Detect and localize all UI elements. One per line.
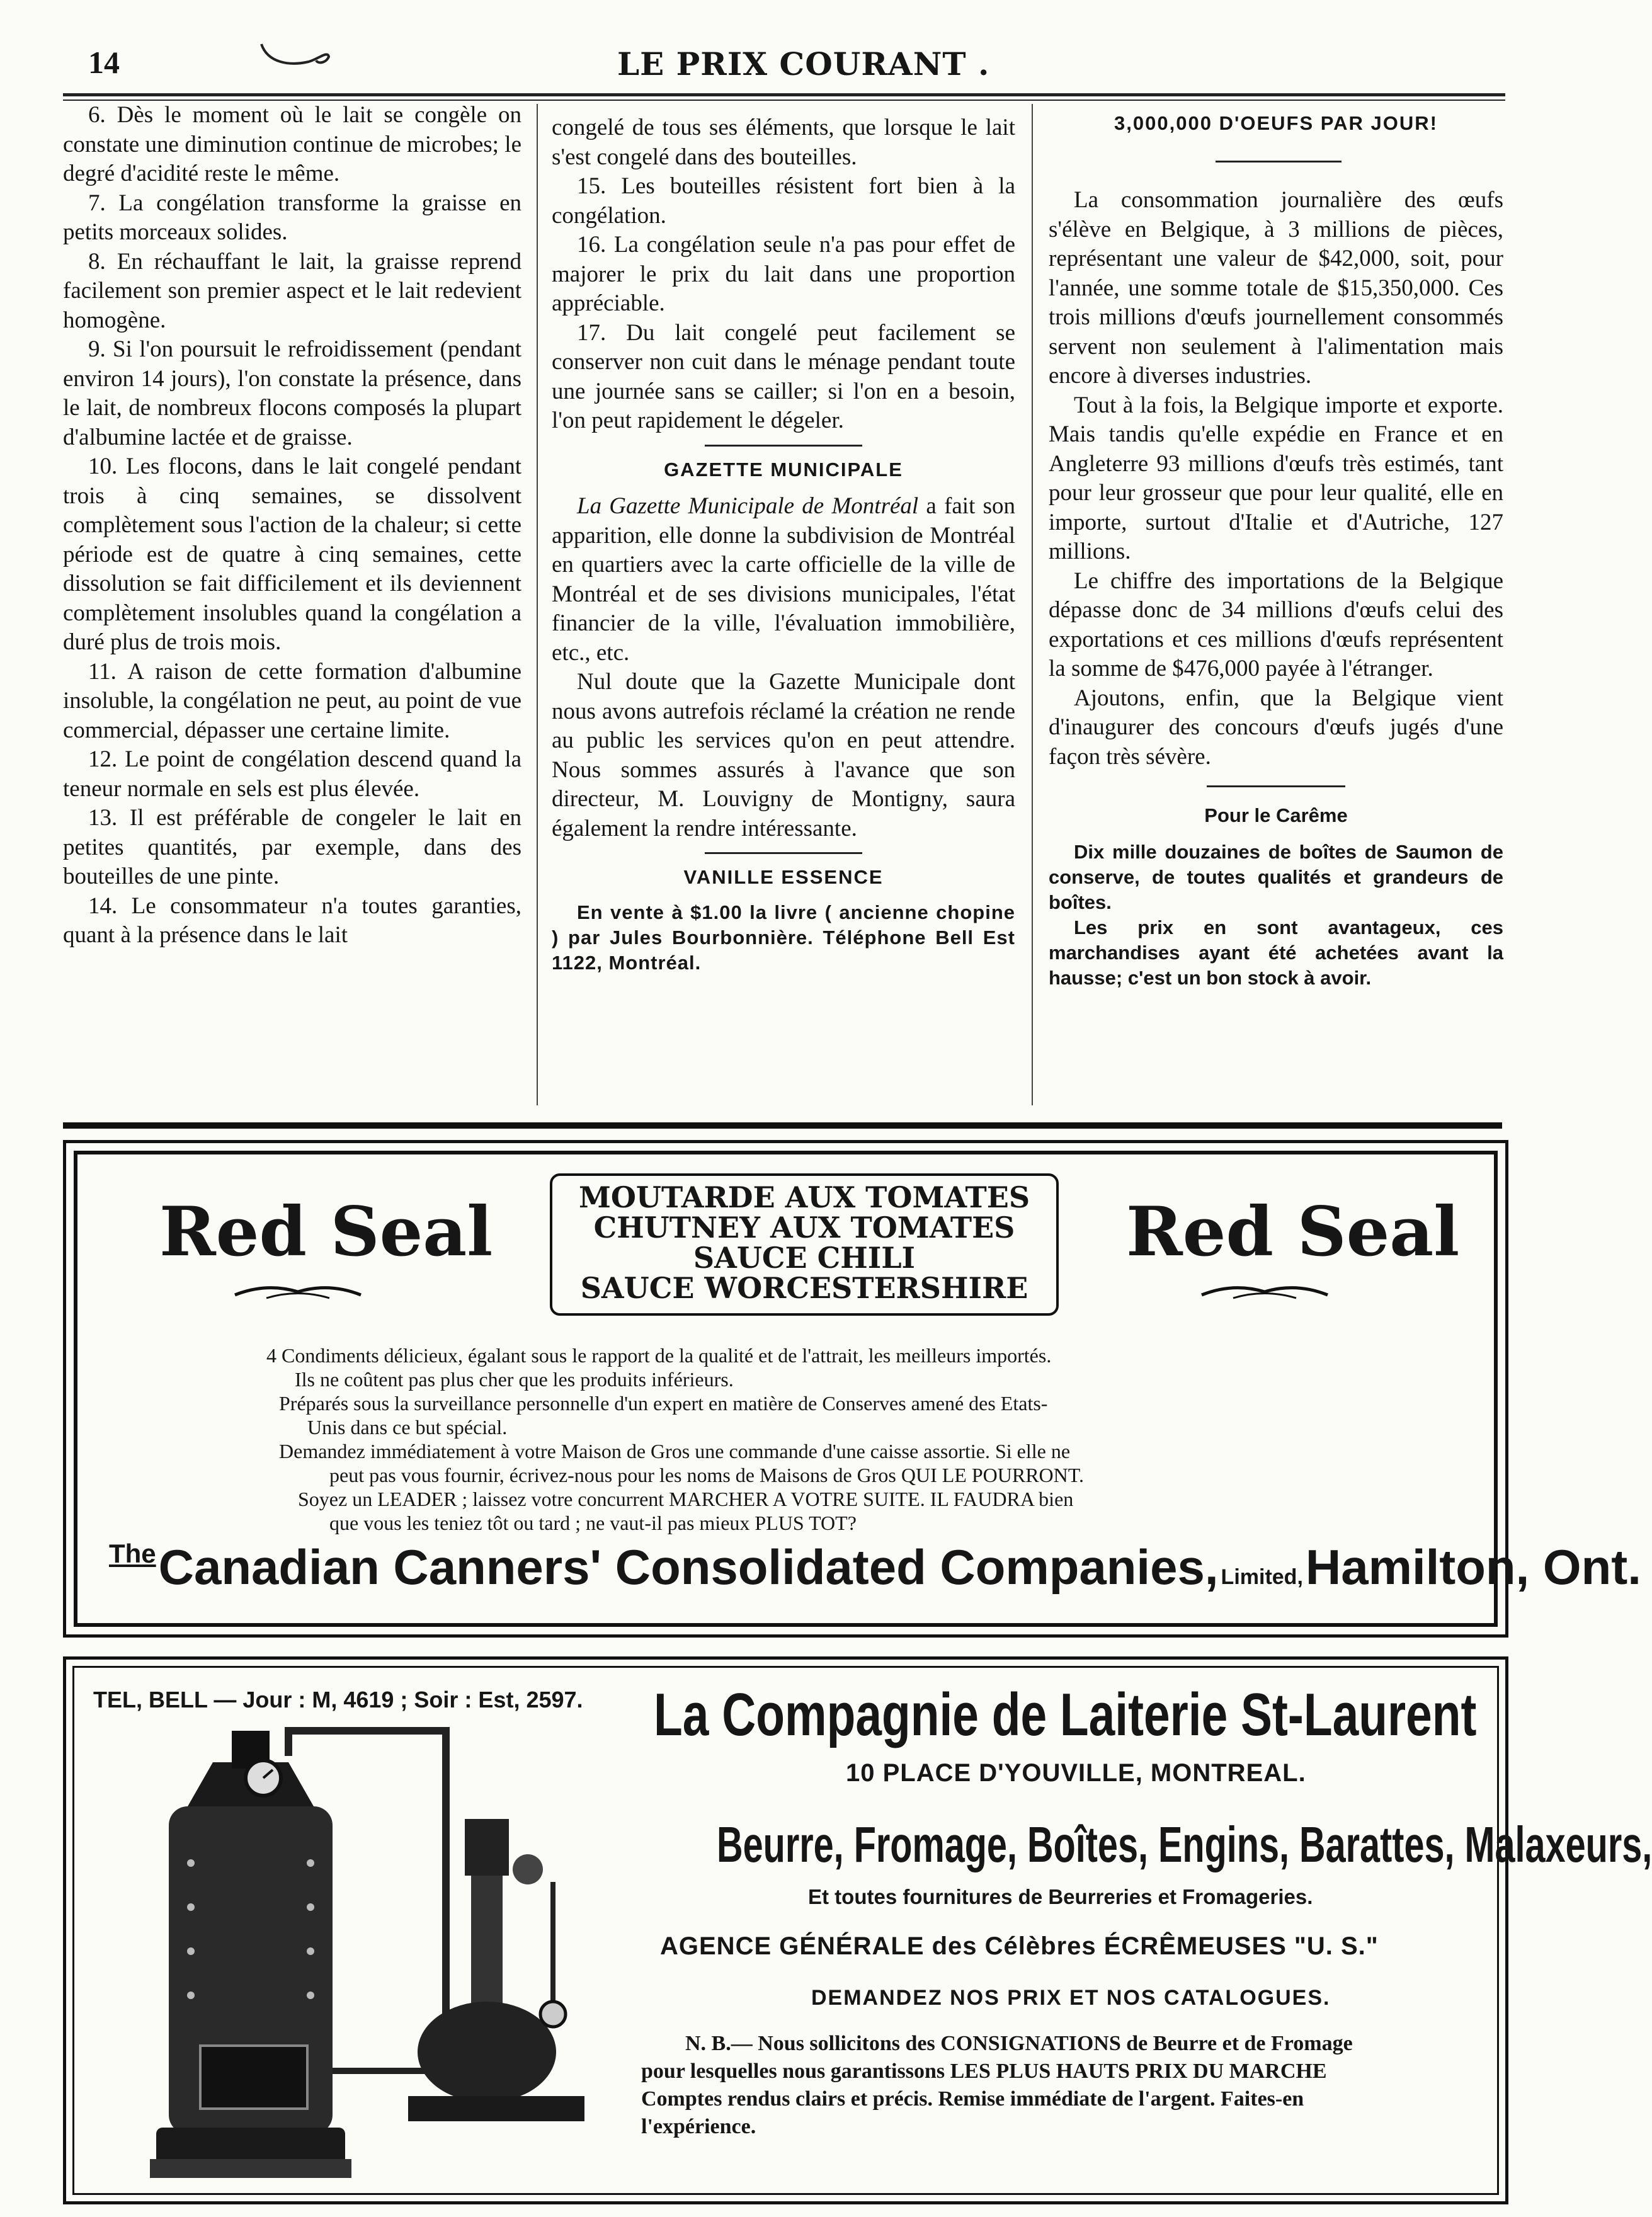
company-name: La Compagnie de Laiterie St-Laurent <box>654 1681 1477 1748</box>
product-name: SAUCE WORCESTERSHIRE <box>580 1271 1028 1305</box>
paragraph: 10. Les flocons, dans le lait congelé pendant trois à cinq semaines, se dissolvent complètement sous l'action de la chaleur; si cette période est de quatre à cinq semaines, cette dissolution se fait difficilement et ils deviennent complètement insolubles quand la congélation a duré plus de trois mois. <box>63 453 521 655</box>
ad-line: que vous les teniez tôt ou tard ; ne vaut-il pas mieux PLUS TOT? <box>329 1512 857 1534</box>
company-address: 10 PLACE D'YOUVILLE, MONTREAL. <box>846 1759 1306 1787</box>
supplies-line: Et toutes fournitures de Beurreries et Fromageries. <box>808 1885 1313 1908</box>
paragraph: 8. En réchauffant le lait, la graisse reprend facilement son premier aspect et le lait redevient homogène. <box>63 248 521 333</box>
paragraph: 17. Du lait congelé peut facilement se conserver non cuit dans le ménage pendant toute une journée sans se cailler; si l'on en a besoin, l'on peut rapidement le dégeler. <box>552 319 1015 433</box>
page-number: 14 <box>88 45 120 80</box>
publication-name: La Gazette Municipale de Montréal <box>577 493 919 519</box>
ad-line: Demandez immédiatement à votre Maison de Gros une commande d'une caisse assortie. Si elle ne <box>279 1440 1071 1462</box>
publication-title-text: LE PRIX COURANT <box>617 45 967 83</box>
paragraph: Le chiffre des importations de la Belgique dépasse donc de 34 millions d'œufs celui des exportations et ces millions d'œufs représentent la somme de $476,000 payée à l'étranger. <box>1049 567 1503 681</box>
paragraph <box>552 492 1015 668</box>
paragraph: Ajoutons, enfin, que la Belgique vient d'inaugurer des concours d'œufs jugés d'une façon très sévère. <box>1049 685 1503 770</box>
section-heading: GAZETTE MUNICIPALE <box>664 458 903 481</box>
nb-line: Comptes rendus clairs et précis. Remise immédiate de l'argent. Faites-en <box>641 2087 1304 2111</box>
flourish-icon <box>258 38 334 76</box>
company-name: Canadian Canners' Consolidated Companies, <box>158 1539 1219 1595</box>
section-rule <box>1207 785 1345 787</box>
section-rule <box>1216 161 1342 162</box>
ad-line: Soyez un LEADER ; laissez votre concurrent MARCHER A VOTRE SUITE. IL FAUDRA bien <box>298 1488 1074 1510</box>
product-name: CHUTNEY AUX TOMATES <box>593 1211 1015 1245</box>
masthead-ornament <box>258 38 334 79</box>
nb-block <box>641 2030 1485 2141</box>
ad-separator-rule <box>63 1122 1502 1129</box>
product-list <box>552 1182 1056 1303</box>
paragraph: 11. A raison de cette formation d'albumine insoluble, la congélation ne peut, au point de vue commercial, dépasser une certaine limite. <box>63 658 521 743</box>
column-3 <box>1049 186 1503 991</box>
product-list-box <box>550 1173 1059 1316</box>
column-2 <box>552 113 1015 976</box>
ad-inner-border <box>72 1666 1652 2195</box>
paragraph: 15. Les bouteilles résistent fort bien à la congélation. <box>552 173 1015 229</box>
masthead <box>88 38 1493 88</box>
paragraph: La consommation journalière des œufs s'élève en Belgique, à 3 millions de pièces, représentant une valeur de $42,000, soit, pour l'année, une somme totale de $15,350,000. Ces trois millions d'œufs journellement consommés servent non seulement à l'alimentation mais encore à diverses industries. <box>1049 187 1503 389</box>
column-divider <box>1032 104 1033 1105</box>
paragraph: Les prix en sont avantageux, ces marchandises ayant été achetées avant la hausse; c'est un bon stock à avoir. <box>1049 916 1503 989</box>
brand-logo-left: Red Seal <box>159 1192 493 1272</box>
paragraph: En vente à $1.00 la livre ( ancienne chopine ) par Jules Bourbonnière. Téléphone Bell Est 1122, Montréal. <box>552 901 1015 974</box>
paragraph: 6. Dès le moment où le lait se congèle on constate une diminution continue de microbes; le degré d'acidité reste le même. <box>63 102 521 186</box>
ad-line: Préparés sous la surveillance personnelle d'un expert en matière de Conserves amené des Etats- <box>279 1392 1048 1415</box>
ad-inner-border <box>74 1151 1641 1627</box>
paragraph: 9. Si l'on poursuit le refroidissement (pendant environ 14 jours), l'on constate la présence, dans le lait, de nombreux flocons composés la plupart d'albumine lactée et de graisse. <box>63 336 521 450</box>
publication-title <box>617 45 989 83</box>
paragraph-text: a fait son apparition, elle donne la subdivision de Montréal en quartiers avec la carte officielle de la ville de Montréal et de ses divisions municipales, l'état financier de la ville, l'évaluation immobilière, etc., etc. <box>552 493 1015 666</box>
column-divider <box>537 104 538 1105</box>
company-signature <box>109 1539 1641 1596</box>
company-the: The <box>109 1539 156 1568</box>
company-limited: Limited, <box>1221 1565 1303 1589</box>
nb-line: l'expérience. <box>641 2115 756 2138</box>
paragraph: congelé de tous ses éléments, que lorsque le lait s'est congelé dans des bouteilles. <box>552 115 1015 170</box>
product-name: SAUCE CHILI <box>693 1241 916 1275</box>
section-heading: VANILLE ESSENCE <box>683 866 884 888</box>
catalog-line: DEMANDEZ NOS PRIX ET NOS CATALOGUES. <box>811 1986 1331 2010</box>
nb-line: N. B.— Nous sollicitons des CONSIGNATIONS de Beurre et de Fromage <box>685 2032 1353 2055</box>
flourish-icon <box>1195 1279 1334 1308</box>
section-rule <box>705 852 862 854</box>
masthead-rule <box>63 93 1505 96</box>
nb-line: pour lesquelles nous garantissons LES PLUS HAUTS PRIX DU MARCHE <box>641 2060 1327 2083</box>
paragraph: 14. Le consommateur n'a toutes garanties, quant à la présence dans le lait <box>63 892 521 948</box>
paragraph: 13. Il est préférable de congeler le lait en petites quantités, par exemple, dans des bouteilles de une pinte. <box>63 805 521 889</box>
paragraph: Tout à la fois, la Belgique importe et exporte. Mais tandis qu'elle expédie en France et en Angleterre 93 millions d'œufs très estimés, tant pour leur grosseur que pour leur qualité, elle en importe, surtout d'Italie et d'Autriche, 127 millions. <box>1049 392 1503 564</box>
paragraph: 16. La congélation seule n'a pas pour effet de majorer le prix du lait dans une proportion appréciable. <box>552 232 1015 316</box>
ad-line: 4 Condiments délicieux, égalant sous le rapport de la qualité et de l'attrait, les meilleurs importés. <box>266 1344 1052 1367</box>
ad-body-text <box>266 1343 1413 1535</box>
paragraph: Dix mille douzaines de boîtes de Saumon de conserve, de toutes qualités et grandeurs de boîtes. <box>1049 840 1503 913</box>
product-name: MOUTARDE AUX TOMATES <box>578 1180 1030 1214</box>
paragraph: Nul doute que la Gazette Municipale dont nous avons autrefois réclamé la création ne rende au public les services qu'on en peut attendre. Nous sommes assurés à l'avance que son directeur, M. Louvigny de Montigny, saura également la rendre intéressante. <box>552 669 1015 841</box>
product-list: Beurre, Fromage, Boîtes, Engins, Barattes, Malaxeurs, <box>717 1816 1652 1872</box>
paragraph: 7. La congélation transforme la graisse en petits morceaux solides. <box>63 190 521 245</box>
publication-title-suffix: . <box>978 45 990 83</box>
section-heading: 3,000,000 D'OEUFS PAR JOUR! <box>1114 112 1438 134</box>
ad-laiterie <box>63 1656 1652 2204</box>
ad-line: peut pas vous fournir, écrivez-nous pour les noms de Maisons de Gros QUI LE POURRONT. <box>329 1464 1084 1486</box>
dairy-boiler-and-engine-illustration <box>112 1718 679 2200</box>
section-heading: Pour le Carême <box>1204 804 1348 826</box>
ad-line: Unis dans ce but spécial. <box>307 1416 508 1439</box>
ad-line: Ils ne coûtent pas plus cher que les produits inférieurs. <box>295 1368 734 1391</box>
company-city: Hamilton, Ont. <box>1305 1539 1641 1595</box>
ad-red-seal <box>63 1140 1641 1638</box>
agency-line: AGENCE GÉNÉRALE des Célèbres ÉCRÊMEUSES "U. S." <box>660 1932 1379 1960</box>
section-rule <box>705 445 862 447</box>
brand-logo-right: Red Seal <box>1126 1192 1460 1272</box>
phone-line: TEL, BELL — Jour : M, 4619 ; Soir : Est, 2597. <box>93 1687 583 1713</box>
paragraph: 12. Le point de congélation descend quand la teneur normale en sels est plus élevée. <box>63 746 521 802</box>
flourish-icon <box>229 1279 367 1308</box>
column-1 <box>63 101 521 950</box>
